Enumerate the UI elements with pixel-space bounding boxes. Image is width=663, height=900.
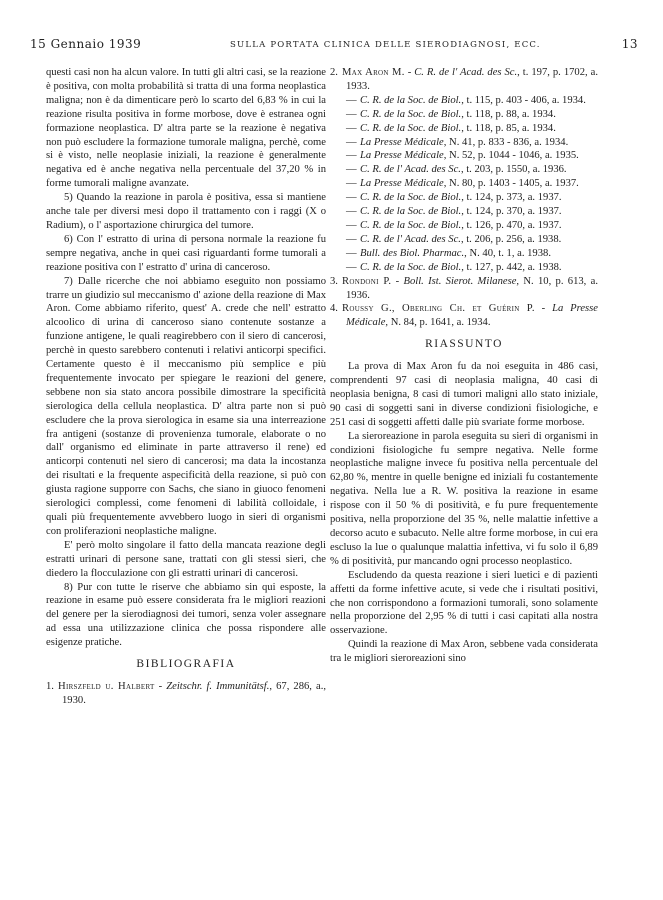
reference-number: 1. [46,680,54,692]
summary-paragraph: Escludendo da questa reazione i sieri luetici e di pazienti affetti da forme infettive acute, si vede che i risultati positivi, che non corrispondono a formazioni tumorali, sono solamente nella proporzione del 2,95 % di tutti i casi capitati alla nostra osservazione. [330,569,598,637]
page-number: 13 [621,37,638,51]
reference-source: C. R. de l' Acad. des Sc. [360,233,461,245]
reference-continuation-item [330,163,598,177]
summary-paragraph: La sieroreazione in parola eseguita su sieri di organismi in condizioni fisiologiche fu sempre negativa. Nelle forme neoplastiche maligne invece fu positiva nella percentuale del 62,80 %, mentre in quelle benigne ed iniziali fu costantemente negativa. Nella lue a R. W. positiva la reazione in esame rispose con il 50 % di positività, e fu pure frequentemente positiva, nella proporzione del 35 %, nelle malattie infettive a decorso acuto e subacuto. Nelle altre forme morbose, in cui era escluso la lue o qualunque malattia infettiva, vi fu solo il 6,89 % di positività, pur mancando ogni processo neoplastico. [330,430,598,567]
dash-marker: — [346,206,357,218]
reference-number: 3. [330,275,338,287]
reference-authors: Max Aron M. [342,67,405,78]
dash-marker: — [346,122,357,134]
bibliography-heading: BIBLIOGRAFIA [136,658,236,671]
reference-details: , N. 52, p. 1044 - 1046, a. 1935. [443,150,579,162]
reference-journal: La Presse Médicale [346,303,598,329]
dash-marker: — [346,164,357,176]
reference-details: , t. 203, p. 1550, a. 1936. [460,164,567,176]
summary-paragraph: La prova di Max Aron fu da noi eseguita in 486 casi, comprendenti 97 casi di neoplasia maligna, 40 casi di neoplasia benigna, 8 casi di tumori maligni allo stato iniziale, 90 casi di soggetti sani in diverse condizioni fisiologiche, e 251 casi di soggetti affetti dalle più svariate forme morbose. [330,361,598,428]
reference-continuation-item [330,177,598,191]
reference-continuation-item [330,136,598,150]
reference-item: 1. Hirszfeld u. Halbert - Zeitschr. f. Immunitätsf., 67, 286, a., 1930. [46,680,326,706]
dash-marker: — [346,136,357,148]
reference-source: Bull. des Biol. Pharmac. [360,247,465,259]
reference-authors: Roussy G., Oberling Ch. et Guérin P. [342,303,535,315]
dash-marker: — [346,94,357,106]
dash-marker: — [346,261,357,273]
header-date: 15 Gennaio 1939 [30,37,142,51]
dash-marker: — [346,233,357,245]
reference-details: , 67, 286, a., 1930. [62,680,326,706]
reference-source: C. R. de l' Acad. des Sc. [360,164,461,176]
reference-item: 4. Roussy G., Oberling Ch. et Guérin P. - La Presse Médicale, N. 84, p. 1641, a. 1934. [330,303,598,329]
left-column [46,66,326,708]
reference-item: 2. Max Aron M. - C. R. de l' Acad. des Sc., t. 197, p. 1702, a. 1933. [330,67,598,92]
paragraph: E' però molto singolare il fatto della mancata reazione degli estratti urinari di persone sane, trattati con gli stessi sieri, che diedero la flocculazione con gli estratti urinari di cancerosi. [46,539,326,579]
reference-journal: Zeitschr. f. Immunitätsf. [166,680,270,692]
reference-continuation-item [330,233,598,247]
reference-continuation-item [330,191,598,205]
reference-details: , N. 84, p. 1641, a. 1934. [385,317,491,329]
reference-continuation-item [330,247,598,261]
reference-source: C. R. de la Soc. de Biol. [360,206,462,218]
reference-source: C. R. de la Soc. de Biol. [360,219,462,231]
reference-details: , t. 124, p. 373, a. 1937. [461,192,562,204]
paragraph: questi casi non ha alcun valore. In tutti gli altri casi, se la reazione è positiva, con molta probabilità si tratta di una forma neoplastica maligna; non è da dimenticare però lo scarto del 6,83 % in cui la reazione risulta positiva in forme morbose, dove è estranea ogni formazione neoplastica. D' altra parte se la reazione è negativa non può escludere la formazione tumorale maligna, perchè, come si è visto, nelle neoplasie iniziali, la reazione è generalmente negativa ed è anche negativa nella percentuale del 37,20 % in forme tumorali maligne avanzate. [46,67,326,190]
running-title: SULLA PORTATA CLINICA DELLE SIERODIAGNOSI, ECC. [230,40,541,50]
reference-journal: C. R. de l' Acad. des Sc. [414,67,518,78]
reference-number: 2. [330,67,338,78]
dash-marker: — [346,192,357,204]
summary-heading: RIASSUNTO [425,338,503,351]
dash-marker: — [346,247,357,259]
reference-source: C. R. de la Soc. de Biol. [360,108,462,120]
reference-continuation-item [330,108,598,122]
dash-marker: — [346,150,357,162]
reference-item: 3. Rondoni P. - Boll. Ist. Sierot. Milanese, N. 10, p. 613, a. 1936. [330,275,598,301]
dash-marker: — [346,178,357,190]
reference-details: , t. 206, p. 256, a. 1938. [460,233,562,245]
reference-source: C. R. de la Soc. de Biol. [360,192,462,204]
reference-source: La Presse Médicale [360,136,444,148]
reference-details: , t. 124, p. 370, a. 1937. [461,206,562,218]
reference-details: , t. 118, p. 85, a. 1934. [461,122,556,134]
summary-paragraph: Quindi la reazione di Max Aron, sebbene vada considerata tra le migliori sieroreazioni sino [330,639,598,665]
right-column [330,66,598,666]
dash-marker: — [346,108,357,120]
reference-source: C. R. de la Soc. de Biol. [360,122,462,134]
reference-journal: Boll. Ist. Sierot. Milanese [403,275,517,287]
reference-continuation-item [330,94,598,108]
reference-details: , t. 118, p. 88, a. 1934. [461,108,556,120]
paragraph: 6) Con l' estratto di urina di persona normale la reazione fu sempre negativa, anche in quei casi riguardanti forme tumorali a reazione positiva con l' estratto d' urina di canceroso. [46,233,326,273]
reference-details: , N. 80, p. 1403 - 1405, a. 1937. [443,178,579,190]
paragraph: 5) Quando la reazione in parola è positiva, essa si mantiene anche tale per diversi mesi dopo il trattamento con i raggi (X o Radium), o l' asportazione chirurgica del tumore. [46,192,326,231]
reference-source: La Presse Médicale [360,150,444,162]
reference-details: , N. 40, t. 1, a. 1938. [464,247,551,259]
paragraph: 8) Pur con tutte le riserve che abbiamo sin qui esposte, la reazione in esame può essere considerata fra le migliori reazioni del genere per la sierodiagnosi dei tumori, senza voler assegnare ad essa una utilizzazione clinica che possa rispondere alle esigenze pratiche. [46,581,326,649]
reference-continuation-item [330,149,598,163]
reference-authors: Rondoni P. [342,275,392,287]
reference-source: C. R. de la Soc. de Biol. [360,94,462,106]
paragraph: 7) Dalle ricerche che noi abbiamo eseguito non possiamo trarre un giudizio sul meccanismo d' azione della reazione di Max Aron. Come abbiamo riferito, quest' A. crede che nell' estratto alcoolico di urina di canceroso siano contenute sostanze a funzione antigene, le quali reagirebbero con il siero di cancerosi, perchè in questo sarebbero contenuti i relativi anticorpi specifici. Certamente questo è il meccanismo più semplice e più frequentemente invocato per spiegare le reazioni del genere, sebbene non sia stato ancora possibile dimostrare la specificità sierologica della cellula neoplastica. D' altra parte non si può escludere che la prova sierologica in esame sia una interreazione fra antigeni (sostanze di provenienza tumorale, elaborate o no dall' organismo ed eliminate in parte attraverso il rene) ed anticorpi contenuti nel siero di cancerosi; ma data la incostanza dei risultati e la frequente aspecificità della reazione, si può con giusta ragione supporre con Sachs, che siano in giuoco fenomeni sierologici complessi, come fenomeni di labilità colloidale, i quali più frequentemente avvebbero luogo in sieri di organismi con proliferazioni neoplastiche maligne. [46,275,326,537]
reference-details: , N. 41, p. 833 - 836, a. 1934. [443,136,569,148]
reference-continuation-list [330,94,598,275]
reference-details: , t. 115, p. 403 - 406, a. 1934. [461,94,586,106]
reference-continuation-item [330,122,598,136]
reference-details: , t. 126, p. 470, a. 1937. [461,219,562,231]
reference-number: 4. [330,303,338,315]
reference-details: , t. 197, p. 1702, a. 1933. [346,67,598,92]
reference-source: La Presse Médicale [360,178,444,190]
reference-continuation-item [330,261,598,275]
reference-continuation-item [330,219,598,233]
reference-details: , N. 10, p. 613, a. 1936. [346,275,598,301]
reference-source: C. R. de la Soc. de Biol. [360,261,462,273]
reference-details: , t. 127, p. 442, a. 1938. [461,261,562,273]
dash-marker: — [346,219,357,231]
reference-continuation-item [330,205,598,219]
page-header [30,37,638,53]
reference-authors: Hirszfeld u. Halbert [58,680,155,692]
